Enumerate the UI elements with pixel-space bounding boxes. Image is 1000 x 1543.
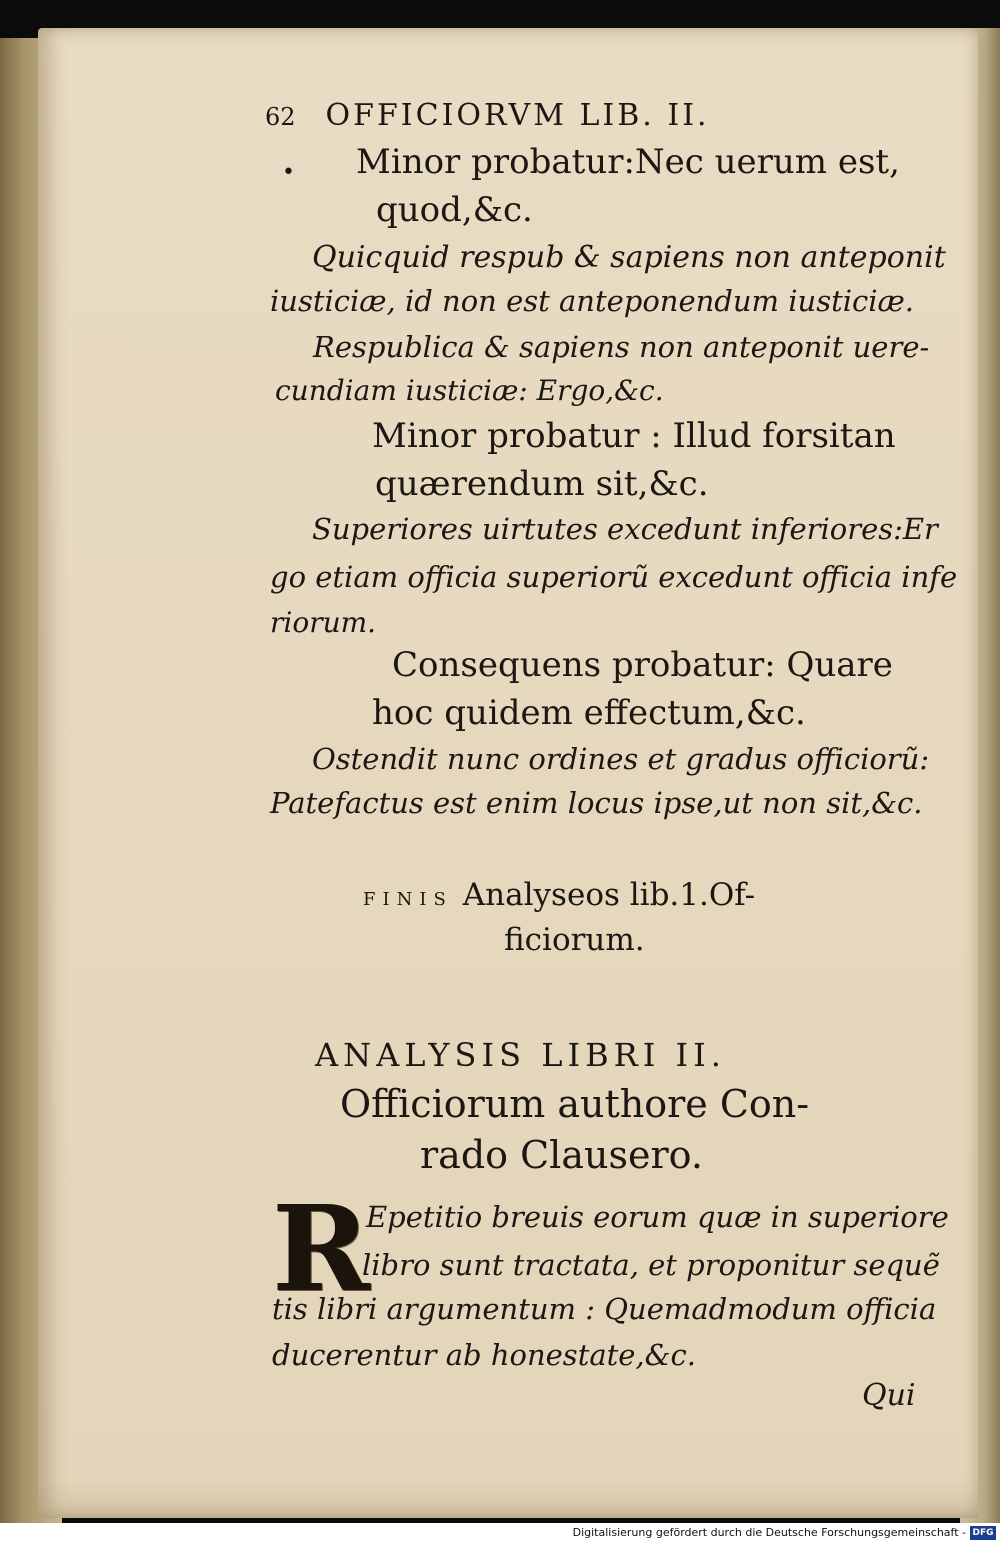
text-line: go etiam officia superiorũ excedunt officia infe — [270, 560, 958, 594]
text-line: hoc quidem effectum,&c. — [372, 693, 806, 733]
paragraph-line: Epetitio breuis eorum quæ in superiore — [366, 1200, 949, 1234]
text-line: Respublica & sapiens non anteponit uere- — [313, 330, 930, 364]
text-line: Superiores uirtutes excedunt inferiores:Er — [312, 512, 938, 546]
finis-line-2: ficiorum. — [504, 922, 645, 958]
text-line: Ostendit nunc ordines et gradus officiorũ: — [312, 742, 930, 776]
page-number: 62 — [265, 103, 296, 131]
text-line: cundiam iusticiæ: Ergo,&c. — [275, 374, 664, 407]
text-line: Consequens probatur: Quare — [392, 645, 893, 685]
section-subheading: Officiorum authore Con- — [340, 1082, 810, 1126]
paragraph-line: ducerentur ab honestate,&c. — [272, 1338, 696, 1372]
text-line: quærendum sit,&c. — [375, 464, 709, 504]
text-line: riorum. — [270, 606, 377, 639]
text-line: Quicquid respub & sapiens non anteponit — [312, 240, 946, 275]
section-heading: ANALYSIS LIBRI II. — [315, 1036, 726, 1074]
drop-capital: R — [272, 1179, 371, 1318]
finis-smallcaps: FINIS — [363, 889, 453, 910]
text-line: Minor probatur:Nec uerum est, — [356, 142, 900, 182]
catchword: Qui — [862, 1378, 916, 1413]
digitization-footer — [0, 1523, 1000, 1543]
text-line: quod,&c. — [376, 190, 533, 230]
text-line: Minor probatur : Illud forsitan — [372, 416, 896, 456]
margin-bullet: • — [282, 160, 295, 185]
footer-credit: Digitalisierung gefördert durch die Deutsche Forschungsgemeinschaft - — [572, 1526, 966, 1539]
running-title: OFFICIORVM LIB. II. — [325, 98, 710, 133]
text-line: Patefactus est enim locus ipse,ut non sit,&c. — [270, 786, 923, 820]
running-header — [265, 98, 710, 133]
dfg-logo-icon: DFG — [970, 1526, 996, 1540]
paragraph-line: tis libri argumentum : Quemadmodum officia — [272, 1292, 937, 1326]
finis-text: Analyseos lib.1.Of- — [462, 877, 756, 913]
finis-line — [363, 877, 755, 913]
section-subheading-2: rado Clausero. — [420, 1133, 703, 1177]
paragraph-line: libro sunt tractata, et proponitur sequẽ — [362, 1248, 940, 1282]
text-line: iusticiæ, id non est anteponendum iusticiæ. — [270, 284, 915, 318]
